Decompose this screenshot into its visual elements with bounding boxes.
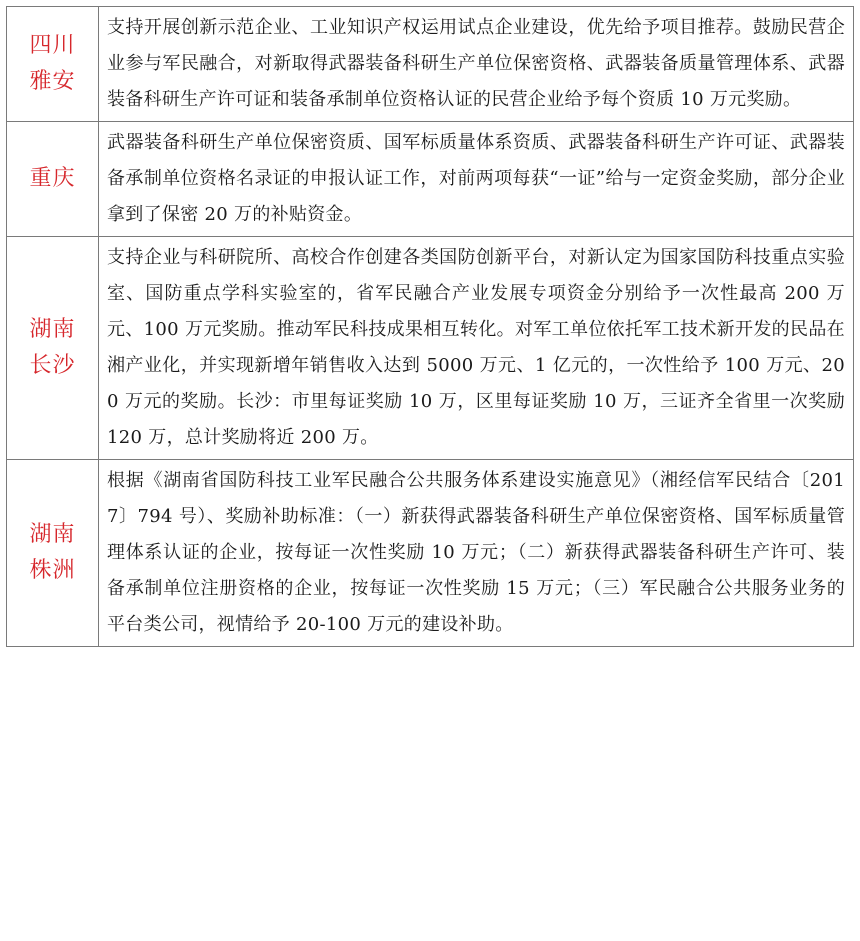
- policy-text-hunan-zhuzhou: 根据《湖南省国防科技工业军民融合公共服务体系建设实施意见》（湘经信军民结合〔2017〕794 号）、奖励补助标准：（一）新获得武器装备科研生产单位保密资格、国军标质量管理体系认证的企业，按每证一次性奖励 10 万元；（二）新获得武器装备科研生产许可、装备承制单位注册资格的企业，按每证一次性奖励 15 万元；（三）军民融合公共服务业务的平台类公司，视情给予 20-100 万元的建设补助。: [99, 460, 854, 647]
- table-row: [7, 7, 854, 122]
- policy-text-hunan-changsha: 支持企业与科研院所、高校合作创建各类国防创新平台，对新认定为国家国防科技重点实验室、国防重点学科实验室的，省军民融合产业发展专项资金分别给予一次性最高 200 万元、100 万元奖励。推动军民科技成果相互转化。对军工单位依托军工技术新开发的民品在湘产业化，并实现新增年销售收入达到 5000 万元、1 亿元的，一次性给予 100 万元、200 万元的奖励。长沙：市里每证奖励 10 万，区里每证奖励 10 万，三证齐全省里一次奖励 120 万，总计奖励将近 200 万。: [99, 237, 854, 460]
- table-row: [7, 122, 854, 237]
- policy-text-chongqing: 武器装备科研生产单位保密资质、国军标质量体系资质、武器装备科研生产许可证、武器装备承制单位资格名录证的申报认证工作，对前两项每获“一证”给与一定资金奖励，部分企业拿到了保密 20 万的补贴资金。: [99, 122, 854, 237]
- region-cell-chongqing: [7, 122, 99, 237]
- region-label-line: 湖南: [29, 317, 76, 342]
- table-row: [7, 237, 854, 460]
- region-cell-hunan-changsha: [7, 237, 99, 460]
- region-label-line: 长沙: [29, 353, 76, 378]
- region-label-line: 重庆: [29, 166, 76, 191]
- region-label-line: 雅安: [29, 69, 76, 94]
- policy-table: [6, 6, 854, 647]
- region-cell-sichuan-yaan: [7, 7, 99, 122]
- table-row: [7, 460, 854, 647]
- region-label-line: 湖南: [29, 522, 76, 547]
- policy-text-sichuan-yaan: 支持开展创新示范企业、工业知识产权运用试点企业建设，优先给予项目推荐。鼓励民营企业参与军民融合，对新取得武器装备科研生产单位保密资格、武器装备质量管理体系、武器装备科研生产许可证和装备承制单位资格认证的民营企业给予每个资质 10 万元奖励。: [99, 7, 854, 122]
- region-label-line: 四川: [29, 33, 76, 58]
- region-cell-hunan-zhuzhou: [7, 460, 99, 647]
- region-label-line: 株洲: [29, 558, 76, 583]
